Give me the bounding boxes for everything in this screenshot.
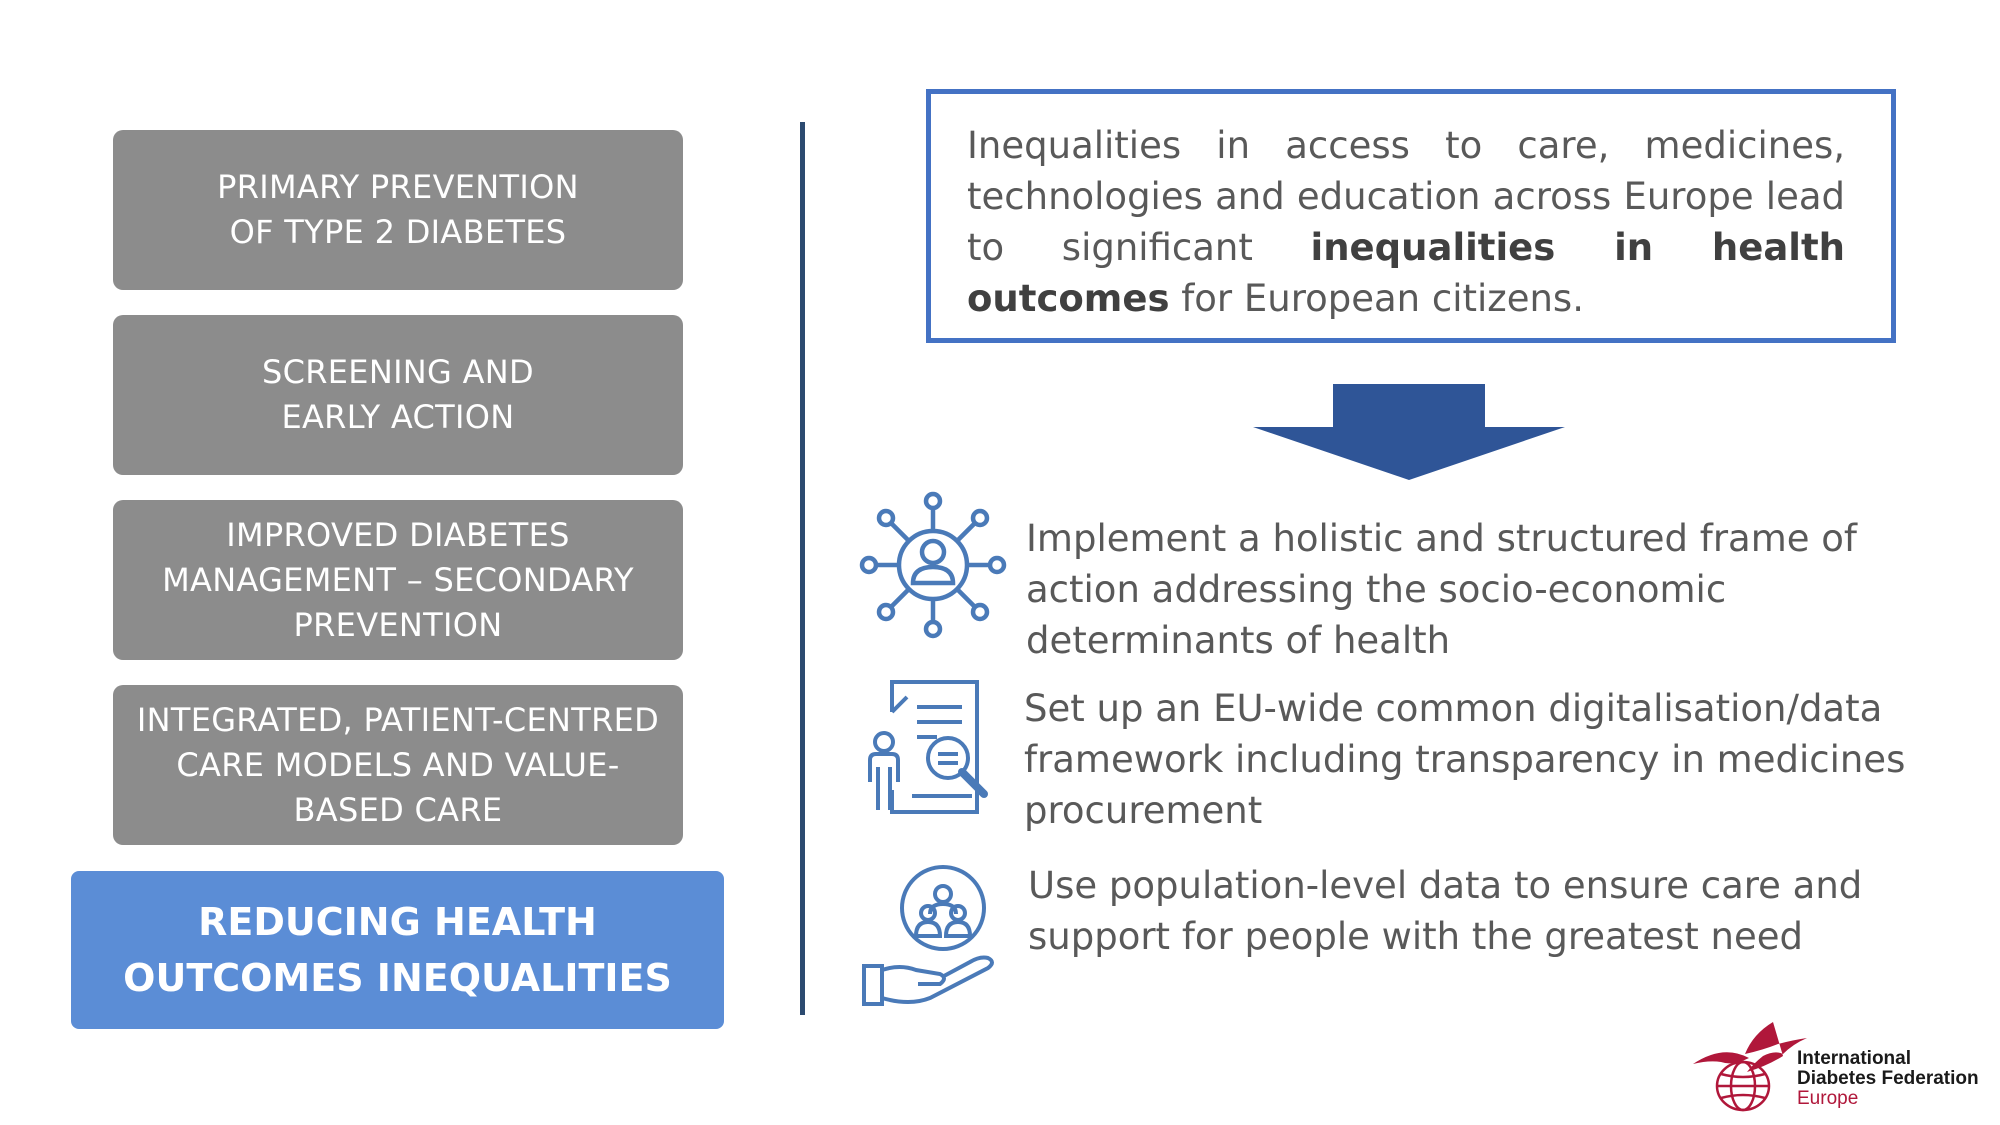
statement-emphasis: inequalities in health outcomes xyxy=(967,226,1845,320)
statement-text-end: for European citizens. xyxy=(1169,277,1584,320)
action-holistic-framework: Implement a holistic and structured frame of action addressing the socio-economic determinants of health xyxy=(1026,517,1857,662)
statement-text xyxy=(967,120,1845,324)
hand-people-icon xyxy=(860,858,1010,1008)
pillar-label: PRIMARY PREVENTION OF TYPE 2 DIABETES xyxy=(217,168,579,251)
logo-line-2: Diabetes Federation xyxy=(1797,1068,1979,1089)
pillar-label: IMPROVED DIABETES MANAGEMENT – SECONDARY PREVENTION xyxy=(162,515,634,644)
pillar-screening xyxy=(113,315,683,475)
highlight-reducing-inequalities xyxy=(71,871,724,1029)
statement-text-start: Inequalities in access to care, medicines, technologies and education across Europe lead to significant xyxy=(967,124,1845,269)
idf-logo-text xyxy=(1797,1049,1979,1109)
pillar-label: SCREENING AND EARLY ACTION xyxy=(262,353,534,436)
highlight-label: REDUCING HEALTH OUTCOMES INEQUALITIES xyxy=(123,900,672,1000)
statement-box xyxy=(926,89,1896,343)
document-search-icon xyxy=(862,672,1012,822)
pillar-primary-prevention xyxy=(113,130,683,290)
logo-line-3: Europe xyxy=(1797,1088,1859,1109)
logo-line-1: International xyxy=(1797,1048,1912,1069)
action-population-data: Use population-level data to ensure care and support for people with the greatest need xyxy=(1028,864,1863,958)
pillar-label: INTEGRATED, PATIENT-CENTRED CARE MODELS AND VALUE- BASED CARE xyxy=(136,700,660,829)
down-arrow-icon xyxy=(1253,384,1565,480)
network-person-icon xyxy=(858,490,1008,640)
vertical-divider xyxy=(800,122,805,1015)
pillar-diabetes-management xyxy=(113,500,683,660)
action-digital-data-framework: Set up an EU-wide common digitalisation/data framework including transparency in medicines procurement xyxy=(1024,687,1906,832)
pillar-integrated-care xyxy=(113,685,683,845)
